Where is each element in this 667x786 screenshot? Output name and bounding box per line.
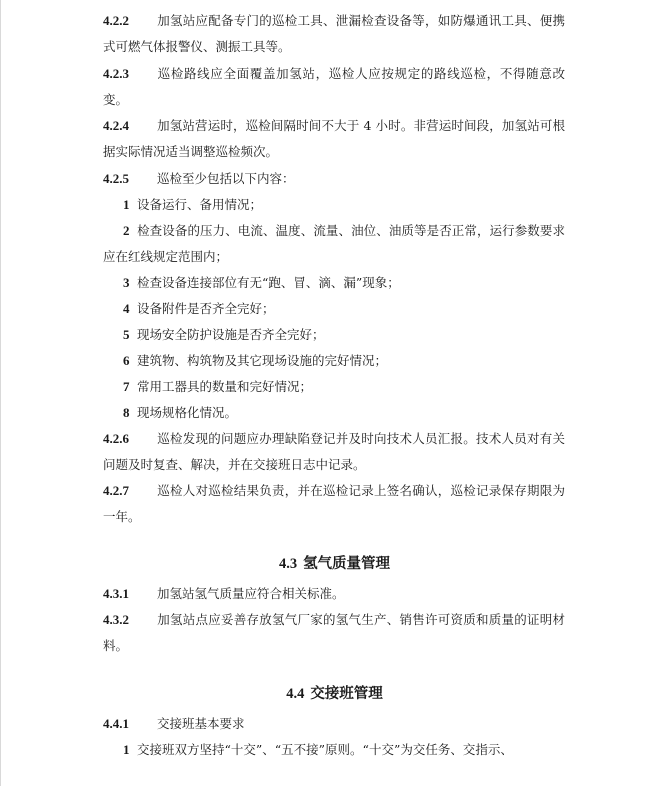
clause-text: 加氢站营运时，巡检间隔时间不大于 4 小时。非营运时间段，加氢站可根据实际情况适当调整巡检频次。	[103, 118, 565, 159]
list-item	[103, 400, 565, 426]
section-heading-4-4	[1, 684, 667, 704]
list-item	[103, 374, 565, 400]
list-item-number: 6	[123, 353, 130, 368]
clause-number: 4.4.1	[103, 716, 129, 731]
clause-4-2-7	[103, 478, 565, 530]
clause-text: 加氢站应配备专门的巡检工具、泄漏检查设备等，如防爆通讯工具、便携式可燃气体报警仪、测振工具等。	[103, 13, 565, 54]
list-item-text: 设备附件是否齐全完好；	[137, 301, 275, 316]
clause-4-2-6	[103, 426, 565, 478]
list-item-text: 常用工器具的数量和完好情况；	[137, 379, 313, 394]
clause-4-3-2	[103, 607, 565, 659]
clause-number: 4.2.4	[103, 118, 129, 133]
list-item-number: 1	[123, 742, 130, 757]
clause-number: 4.2.5	[103, 171, 129, 186]
clause-text: 巡检发现的问题应办理缺陷登记并及时向技术人员汇报。技术人员对有关问题及时复查、解决，并在交接班日志中记录。	[103, 431, 565, 472]
list-item	[103, 218, 565, 270]
list-item-text: 检查设备的压力、电流、温度、流量、油位、油质等是否正常，运行参数要求应在红线规定范围内；	[103, 223, 565, 264]
clause-number: 4.2.6	[103, 431, 129, 446]
list-item	[103, 322, 565, 348]
section-title-text: 交接班管理	[310, 685, 383, 702]
list-item	[103, 270, 565, 296]
list-item-text: 现场规格化情况。	[137, 405, 238, 420]
section-number: 4.4	[286, 686, 305, 702]
list-item	[103, 737, 565, 763]
clause-text: 巡检至少包括以下内容：	[157, 171, 295, 186]
list-item-number: 8	[123, 405, 130, 420]
section-heading-4-3	[1, 554, 667, 574]
list-item	[103, 192, 565, 218]
clause-text: 巡检路线应全面覆盖加氢站，巡检人应按规定的路线巡检，不得随意改变。	[103, 66, 565, 107]
clause-4-3-1	[103, 581, 565, 607]
clause-4-2-2	[103, 8, 565, 60]
list-item-text: 现场安全防护设施是否齐全完好；	[137, 327, 325, 342]
list-item-number: 1	[123, 197, 130, 212]
clause-number: 4.3.2	[103, 612, 129, 627]
clause-4-4-1	[103, 711, 565, 737]
list-item-number: 7	[123, 379, 130, 394]
section-title-text: 氢气质量管理	[303, 555, 391, 572]
list-item	[103, 296, 565, 322]
list-item-number: 5	[123, 327, 130, 342]
clause-text: 交接班基本要求	[157, 716, 245, 731]
clause-number: 4.2.3	[103, 66, 129, 81]
list-item-number: 2	[123, 223, 130, 238]
clause-number: 4.3.1	[103, 586, 129, 601]
list-item-number: 3	[123, 275, 130, 290]
clause-number: 4.2.2	[103, 13, 129, 28]
section-number: 4.3	[278, 556, 298, 572]
clause-number: 4.2.7	[103, 483, 129, 498]
clause-4-2-5	[103, 166, 565, 192]
clause-text: 巡检人对巡检结果负责，并在巡检记录上签名确认，巡检记录保存期限为一年。	[103, 483, 565, 524]
list-item-number: 4	[123, 301, 130, 316]
list-item-text: 检查设备连接部位有无“跑、冒、滴、漏”现象；	[137, 275, 400, 290]
clause-text: 加氢站氢气质量应符合相关标准。	[157, 586, 345, 601]
list-item	[103, 348, 565, 374]
list-item-text: 建筑物、构筑物及其它现场设施的完好情况；	[137, 353, 388, 368]
list-item-text: 交接班双方坚持“十交”、“五不接”原则。“十交”为交任务、交指示、	[137, 742, 513, 757]
list-item-text: 设备运行、备用情况；	[137, 197, 263, 212]
clause-text: 加氢站点应妥善存放氢气厂家的氢气生产、销售许可资质和质量的证明材料。	[103, 612, 565, 653]
clause-4-2-4	[103, 113, 565, 165]
clause-4-2-3	[103, 61, 565, 113]
